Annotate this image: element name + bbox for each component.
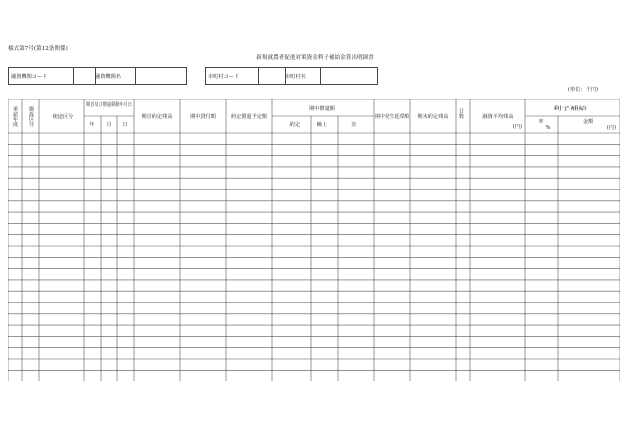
- col-change-date-header: 期首及び償還移動年月日: [86, 102, 144, 108]
- municipality-code-field[interactable]: [256, 68, 286, 84]
- lender-name-label: 融資機関名: [93, 68, 136, 84]
- loan-detail-table: [8, 99, 620, 381]
- col-repayment-total-header: 計: [351, 122, 357, 128]
- form-number: 様式第7号(第12条関係): [8, 46, 68, 52]
- col-repayment-group-header: 期中償還額: [309, 106, 335, 112]
- col-month-header: 月: [106, 122, 112, 128]
- col-amount-header: 金額: [582, 119, 594, 125]
- col-rate-header: 率: [538, 119, 544, 125]
- unit-note: (単位：千円): [568, 87, 598, 93]
- lender-code-label: 融資機関コード: [9, 68, 74, 84]
- col-closing-balance-header: 期末約定残高: [417, 114, 449, 120]
- col-period-overdue-header: 期中発生延滞額: [375, 114, 412, 120]
- col-subsidy-group-header: 利子補給: [553, 106, 574, 112]
- col-period-loans-header: 期中貸付額: [190, 114, 216, 120]
- municipality-name-field[interactable]: [318, 68, 381, 84]
- col-day-header: 日: [122, 122, 128, 128]
- col-year-header: 年: [89, 122, 95, 128]
- municipality-code-box: [205, 67, 378, 85]
- table-grid-lines: [8, 99, 620, 381]
- lender-code-box: [8, 67, 187, 85]
- lender-name-field[interactable]: [133, 68, 190, 84]
- col-scheduled-repayment-header: 約定償還予定額: [231, 114, 268, 120]
- col-repayment-scheduled-header: 約定: [289, 122, 301, 128]
- col-facility-class-header: 施設区分: [28, 106, 34, 127]
- col-usage-class-header: 使途区分: [52, 114, 74, 120]
- col-request-year-header: 承認年度: [12, 106, 18, 127]
- col-rate-unit: %: [545, 125, 551, 131]
- municipality-code-label: 市町村コード: [206, 68, 259, 84]
- col-amount-unit: (円): [606, 125, 616, 131]
- col-avg-balance-unit: (円): [512, 124, 522, 130]
- municipality-name-label: 市町村名: [283, 68, 321, 84]
- col-avg-balance-header: 融資平均残高: [482, 114, 514, 120]
- col-days-header: 日数: [458, 108, 464, 119]
- col-repayment-early-header: 繰上: [316, 122, 328, 128]
- col-opening-balance-header: 期首約定残高: [141, 114, 173, 120]
- document-title: 新規就農者促進対策資金利子補給金算出明細書: [256, 55, 374, 61]
